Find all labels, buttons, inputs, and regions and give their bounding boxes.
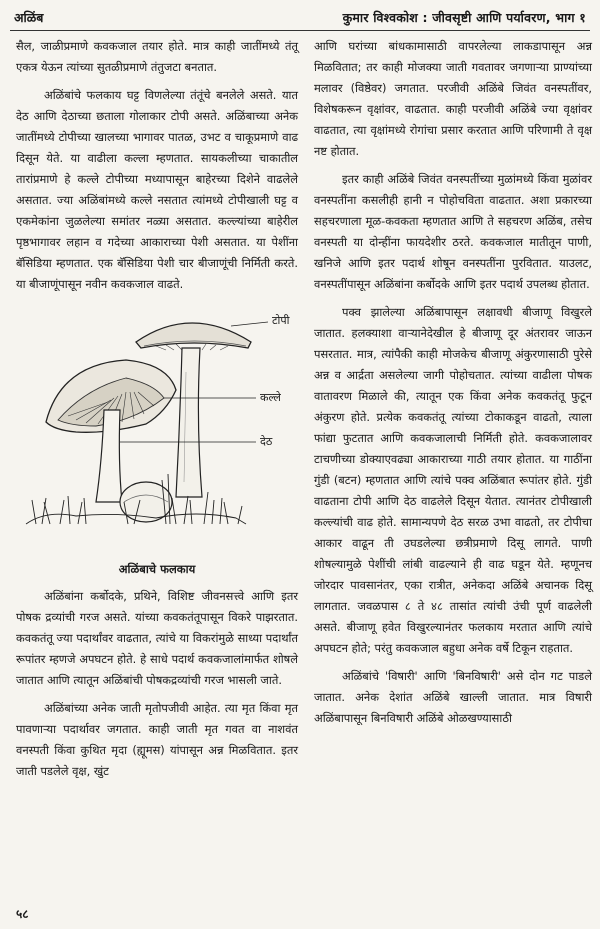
left-paragraph-4: अळिंबांच्या अनेक जाती मृतोपजीवी आहेत. त्या मृत किंवा मृत पावणाऱ्या पदार्थावर जगतात. काही जाती मृत गवत वा नाशवंत वनस्पती किंवा कुथित मृदा (ह्यूमस) यांपासून अन्न मिळवितात. इतर जाती पडलेले वृक्ष, खुंट — [16, 701, 298, 778]
left-column — [16, 36, 298, 789]
header-section-title: अळिंब — [14, 10, 44, 25]
right-column — [314, 36, 592, 736]
page-number: ५८ — [16, 907, 29, 921]
right-paragraph-2: इतर काही अळिंबे जिवंत वनस्पतींच्या मुळांमध्ये किंवा मुळांवर वनस्पतींना कसलीही हानी न पोहोचविता वाढतात. अशा प्रकारच्या सहचरणाला मूळ-कवकता म्हणतात आणि ते सहचरण अळिंब, तसेच वनस्पती या दोन्हींना फायदेशीर ठरते. कवकजाल मातीतून पाणी, खनिजे आणि इतर पदार्थ शोषून वनस्पतींना पुरवितात. याउलट, वनस्पतींपासून अळिंबांना कर्बोदके आणि इतर पदार्थ उपलब्ध होतात. — [314, 172, 592, 291]
left-paragraph-2: अळिंबांचे फलकाय घट्ट विणलेल्या तंतूंचे बनलेले असते. यात देठ आणि देठाच्या छताला गोलाकार टोपी असते. अळिंबाच्या अनेक जातींमध्ये टोपीच्या खालच्या भागावर पातळ, उभट व चाकूप्रमाणे वाढ दिसून येते. या वाढीला कल्ला म्हणतात. सायकलीच्या चाकातील तारांप्रमाणे हे कल्ले टोपीच्या मध्यापासून बाहेरच्या दिशेने वाढलेले असतात. ज्या अळिंबांमध्ये कल्ले नसतात त्यांमध्ये टोपीखाली घट्ट व एकमेकांना जुळलेल्या समांतर नळ्या असतात. कल्ल्यांच्या बाहेरील पृष्ठभागावर लहान व गदेच्या आकाराच्या पेशी असतात. या पेशींना बॅसिडिया म्हणतात. एक बॅसिडिया पेशी चार बीजाणूंची निर्मिती करते. या बीजाणूंपासून नवीन कवकजाल वाढते. — [16, 88, 298, 291]
cap-leader-line — [231, 322, 268, 326]
header-book-title: कुमार विश्वकोश : जीवसृष्टी आणि पर्यावरण, भाग १ — [342, 10, 586, 25]
mushroom-figure — [16, 302, 298, 557]
left-paragraph-1: सैल, जाळीप्रमाणे कवकजाल तयार होते. मात्र काही जातींमध्ये तंतू एकत्र येऊन त्यांच्या सुतळीप्रमाणे तंतुजटा बनतात. — [16, 39, 298, 74]
figure-caption: अळिंबाचे फलकाय — [118, 562, 196, 576]
right-paragraph-1: आणि घरांच्या बांधकामासाठी वापरलेल्या लाकडापासून अन्न मिळवितात; तर काही मोजक्या जाती गवतावर जगणाऱ्या प्राण्यांच्या मलावर (विष्ठेवर) जगतात. परजीवी अळिंबे जिवंत वनस्पतींवर, विशेषकरून वृक्षांवर, वाढतात. काही परजीवी अळिंबे ज्या वृक्षांवर वाढतात, त्या वृक्षांमध्ये रोगांचा प्रसार करतात आणि परिणामी ते वृक्ष नष्ट होतात. — [314, 39, 592, 158]
left-paragraph-3: अळिंबांना कर्बोदके, प्रथिने, विशिष्ट जीवनसत्त्वे आणि इतर पोषक द्रव्यांची गरज असते. यांच्या कवकतंतूपासून विकरे पाझरतात. कवकतंतू ज्या पदार्थांवर वाढतात, त्यांचे या विकरांमुळे साध्या पदार्थांत रूपांतर म्हणजे अपघटन होते. हे साधे पदार्थ कवकजालांमार्फत शोषले जातात आणि त्यातून अळिंबांची पोषकद्रव्यांची गरज भासली जाते. — [16, 589, 298, 687]
right-paragraph-3: पक्व झालेल्या अळिंबापासून लक्षावधी बीजाणू विखुरले जातात. हलक्याशा वाऱ्यानेदेखील हे बीजाणू दूर अंतरावर जाऊन पसरतात. मात्र, त्यांपैकी काही मोजकेच बीजाणू अंकुरणासाठी पुरेसे अन्न व आर्द्रता असलेल्या जागी पोहोचतात. त्यांच्या वाढीला पोषक वातावरण मिळाले की, त्यातून एक किंवा अनेक कवकतंतू फुटून अंकुरण होते. प्रत्येक कवकतंतू त्यांच्या टोकाकडून वाढतो, त्याला फांद्या फुटतात आणि कवकजालाची निर्मिती होते. कवकजालावर टाचणीच्या डोक्याएवढ्या आकाराच्या गाठी तयार होतात. या गाठींना गुंडी (बटन) म्हणतात आणि त्यांचे पक्व अळिंबात रूपांतर होते. गुंडी वाढताना टोपी आणि देठ वाढलेले दिसून येतात. त्यानंतर टोपीखाली कल्ल्यांची वाढ होते. सामान्यपणे देठ सरळ उभा वाढतो, तर टोपीचा आकार वाढून ती उघडलेल्या छत्रीप्रमाणे दिसू लागते. पाणी शोषल्यामुळे पेशींची लांबी वाढल्याने ही वाढ घडून येते. म्हणूनच जोरदार पावसानंतर, एका रात्रीत, अनेकदा अळिंबे अचानक दिसू लागतात. जवळपास ८ ते ४८ तासांत त्यांची उंची पूर्ण वाढलेली असते. बीजाणू हवेत विखुरल्यानंतर फलकाय मरतात आणि त्यांचे अपघटन होते; परंतु कवकजाल बहुधा अनेक वर्षे टिकून राहतात. — [314, 305, 592, 655]
page-header — [10, 4, 590, 31]
label-gills: कल्ले — [260, 391, 281, 404]
right-paragraph-4: अळिंबांचे 'विषारी' आणि 'बिनविषारी' असे दोन गट पाडले जातात. अनेक देशांत अळिंबे खाल्ली जातात. मात्र विषारी अळिंबापासून बिनविषारी अळिंबे ओळखण्यासाठी — [314, 669, 592, 725]
mushroom-illustration — [16, 302, 298, 557]
label-stem: देठ — [260, 435, 273, 448]
label-cap: टोपी — [272, 314, 290, 327]
